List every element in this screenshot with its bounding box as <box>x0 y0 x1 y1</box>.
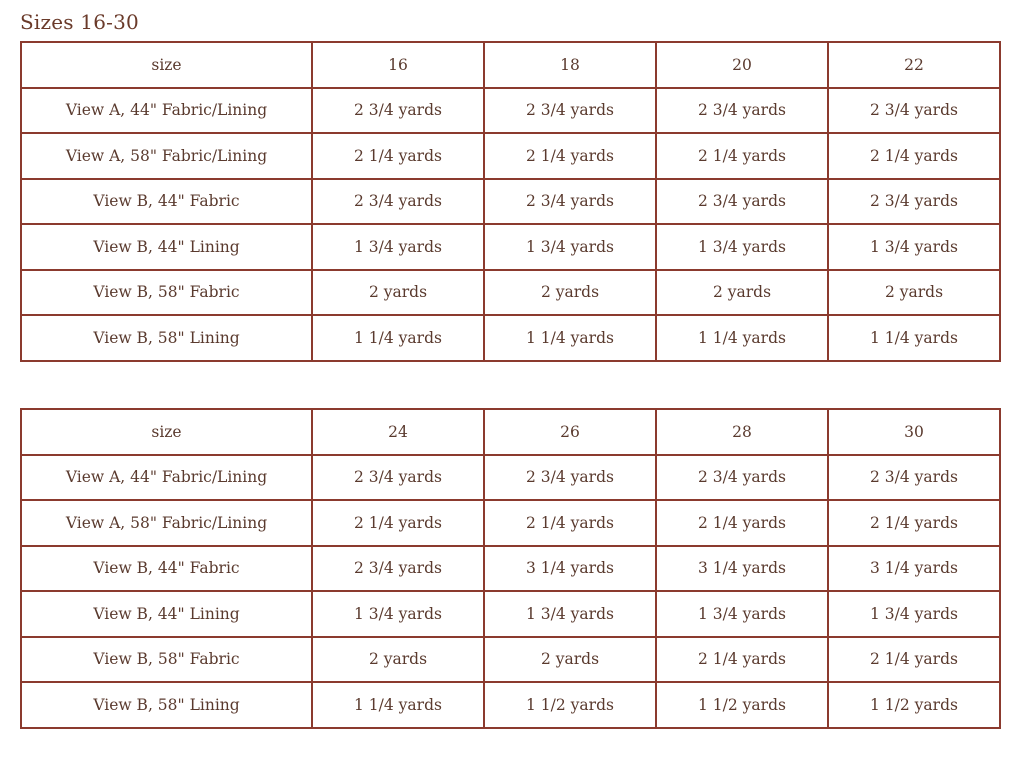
row-label-cell: View B, 44" Fabric <box>21 179 312 225</box>
table-cell: 2 3/4 yards <box>828 179 1000 225</box>
table-row <box>21 500 1000 546</box>
table-cell: 1 3/4 yards <box>656 224 828 270</box>
table-cell: 2 yards <box>484 270 656 316</box>
table-row <box>21 179 1000 225</box>
table-row <box>21 591 1000 637</box>
header-cell: size <box>21 42 312 88</box>
table-cell: 2 1/4 yards <box>656 637 828 683</box>
table-cell: 2 3/4 yards <box>484 88 656 134</box>
table-cell: 2 yards <box>312 637 484 683</box>
table-cell: 1 1/4 yards <box>484 315 656 361</box>
table-cell: 1 3/4 yards <box>828 591 1000 637</box>
row-label-cell: View A, 58" Fabric/Lining <box>21 500 312 546</box>
table-row <box>21 224 1000 270</box>
table-cell: 1 1/4 yards <box>312 682 484 728</box>
table-cell: 2 3/4 yards <box>312 546 484 592</box>
table-cell: 2 1/4 yards <box>312 500 484 546</box>
table-cell: 2 3/4 yards <box>656 455 828 501</box>
table-cell: 2 1/4 yards <box>828 133 1000 179</box>
row-label-cell: View A, 44" Fabric/Lining <box>21 455 312 501</box>
table-cell: 1 3/4 yards <box>484 591 656 637</box>
row-label-cell: View B, 58" Lining <box>21 682 312 728</box>
table-cell: 2 yards <box>656 270 828 316</box>
table-cell: 2 1/4 yards <box>484 500 656 546</box>
yardage-table-sizes-16-22 <box>20 41 1001 362</box>
table-cell: 2 3/4 yards <box>312 455 484 501</box>
header-cell: 18 <box>484 42 656 88</box>
table-cell: 2 1/4 yards <box>484 133 656 179</box>
table-cell: 2 3/4 yards <box>828 455 1000 501</box>
row-label-cell: View A, 44" Fabric/Lining <box>21 88 312 134</box>
table-cell: 1 3/4 yards <box>828 224 1000 270</box>
table-cell: 2 3/4 yards <box>656 179 828 225</box>
header-cell: 22 <box>828 42 1000 88</box>
row-label-cell: View B, 58" Fabric <box>21 637 312 683</box>
table-cell: 2 yards <box>312 270 484 316</box>
table-cell: 2 3/4 yards <box>656 88 828 134</box>
table-row <box>21 546 1000 592</box>
header-cell: 16 <box>312 42 484 88</box>
page-title: Sizes 16-30 <box>20 10 139 34</box>
table-row <box>21 682 1000 728</box>
header-cell: 26 <box>484 409 656 455</box>
table-cell: 2 1/4 yards <box>312 133 484 179</box>
row-label-cell: View B, 58" Lining <box>21 315 312 361</box>
table-cell: 2 1/4 yards <box>656 133 828 179</box>
table-header-row <box>21 409 1000 455</box>
header-cell: 30 <box>828 409 1000 455</box>
table-row <box>21 133 1000 179</box>
row-label-cell: View A, 58" Fabric/Lining <box>21 133 312 179</box>
table-row <box>21 270 1000 316</box>
table-cell: 1 3/4 yards <box>312 224 484 270</box>
row-label-cell: View B, 58" Fabric <box>21 270 312 316</box>
table-row <box>21 455 1000 501</box>
table-cell: 1 1/2 yards <box>484 682 656 728</box>
table-cell: 2 3/4 yards <box>312 179 484 225</box>
table-cell: 1 3/4 yards <box>484 224 656 270</box>
table-cell: 1 1/4 yards <box>828 315 1000 361</box>
table-cell: 2 3/4 yards <box>484 455 656 501</box>
row-label-cell: View B, 44" Lining <box>21 591 312 637</box>
row-label-cell: View B, 44" Fabric <box>21 546 312 592</box>
table-row <box>21 637 1000 683</box>
table-cell: 2 yards <box>828 270 1000 316</box>
row-label-cell: View B, 44" Lining <box>21 224 312 270</box>
header-cell: 28 <box>656 409 828 455</box>
header-cell: 24 <box>312 409 484 455</box>
table-row <box>21 88 1000 134</box>
table-cell: 3 1/4 yards <box>828 546 1000 592</box>
table-cell: 1 3/4 yards <box>312 591 484 637</box>
table-cell: 2 yards <box>484 637 656 683</box>
table-cell: 2 3/4 yards <box>828 88 1000 134</box>
table-cell: 1 3/4 yards <box>656 591 828 637</box>
table-cell: 1 1/4 yards <box>656 315 828 361</box>
table-cell: 1 1/2 yards <box>656 682 828 728</box>
yardage-table-sizes-24-30 <box>20 408 1001 729</box>
header-cell: size <box>21 409 312 455</box>
table-cell: 2 1/4 yards <box>828 637 1000 683</box>
table-cell: 2 1/4 yards <box>828 500 1000 546</box>
table-header-row <box>21 42 1000 88</box>
header-cell: 20 <box>656 42 828 88</box>
table-cell: 2 1/4 yards <box>656 500 828 546</box>
table-row <box>21 315 1000 361</box>
table-cell: 2 3/4 yards <box>312 88 484 134</box>
table-cell: 1 1/4 yards <box>312 315 484 361</box>
table-cell: 2 3/4 yards <box>484 179 656 225</box>
table-cell: 3 1/4 yards <box>484 546 656 592</box>
table-cell: 1 1/2 yards <box>828 682 1000 728</box>
table-cell: 3 1/4 yards <box>656 546 828 592</box>
